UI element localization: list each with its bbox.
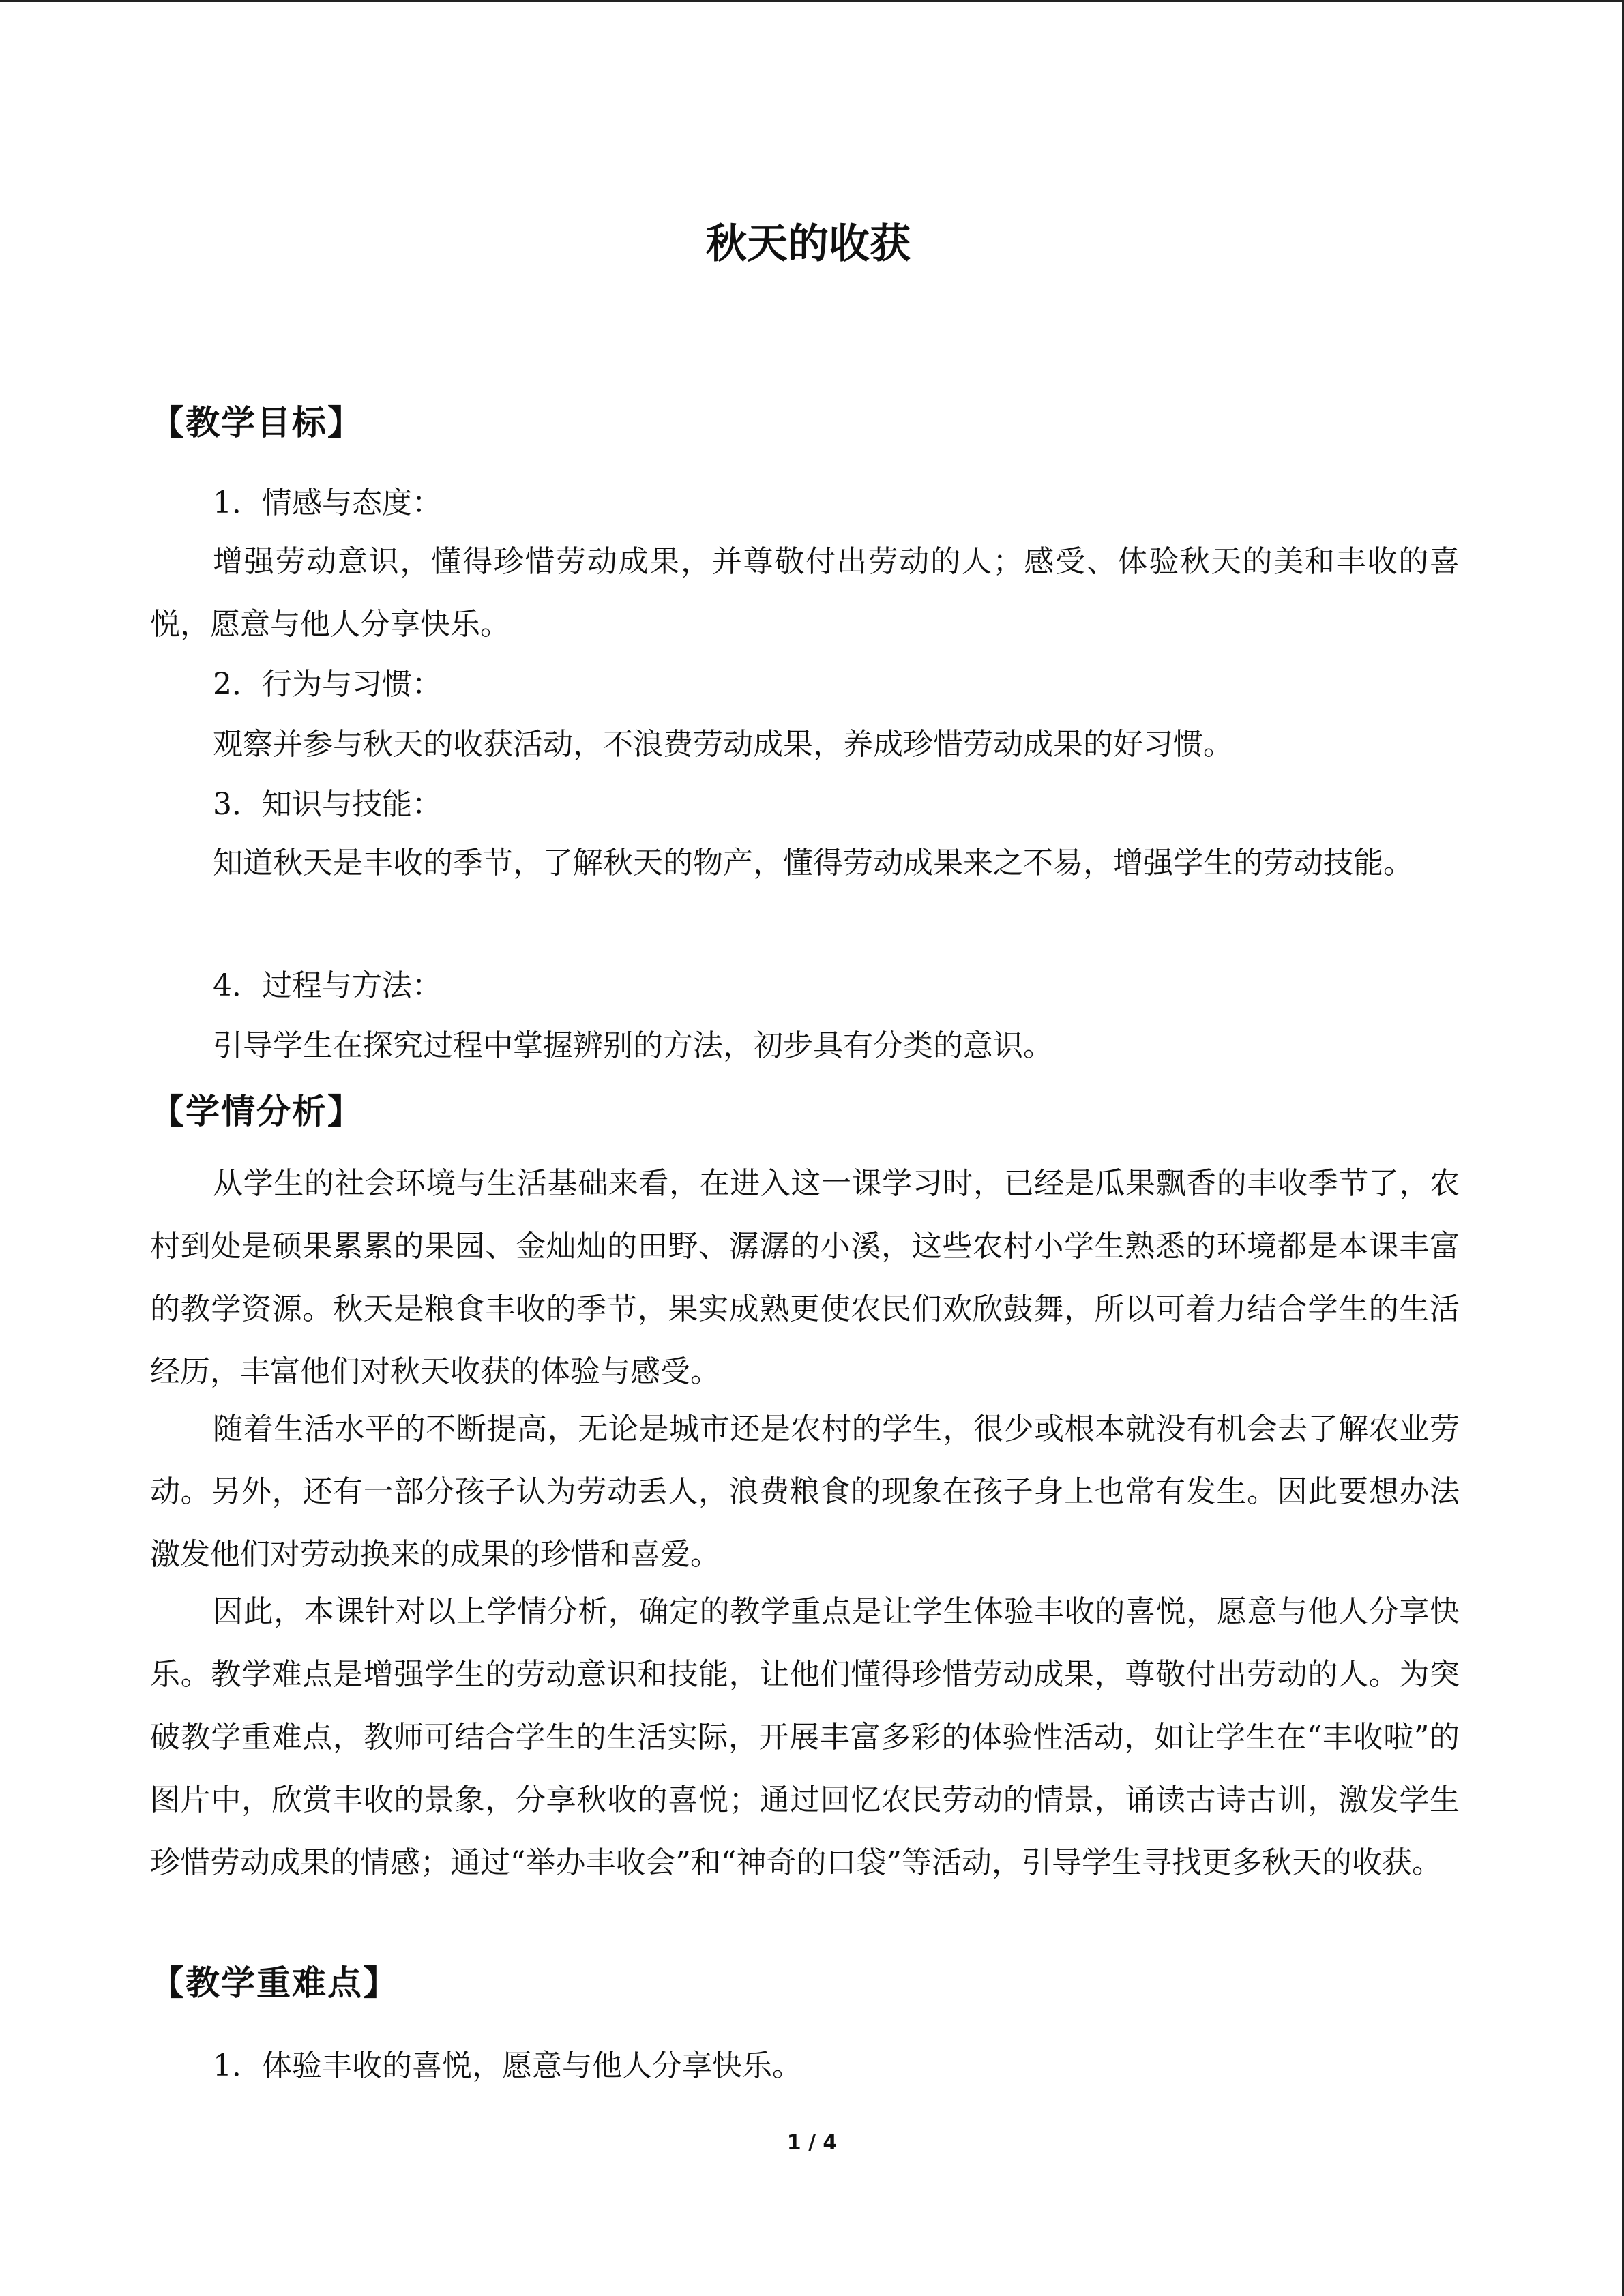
goal-item-1-text: 增强劳动意识，懂得珍惜劳动成果，并尊敬付出劳动的人；感受、体验秋天的美和丰收的喜悦，愿意与他人分享快乐。 [150, 544, 1460, 642]
goal-item-1-label: 1．情感与态度： [213, 486, 442, 520]
section-heading-goals: 【教学目标】 [150, 403, 363, 443]
key-point-item-1: 1．体验丰收的喜悦，愿意与他人分享快乐。 [213, 2048, 802, 2083]
section-heading-analysis: 【学情分析】 [150, 1092, 363, 1131]
goal-item-2-text: 观察并参与秋天的收获活动，不浪费劳动成果，养成珍惜劳动成果的好习惯。 [213, 727, 1233, 762]
document-title: 秋天的收获 [706, 220, 911, 268]
goal-item-2-label: 2．行为与习惯： [213, 667, 442, 702]
section-heading-key-points: 【教学重难点】 [150, 1963, 398, 2003]
goal-item-4-label: 4．过程与方法： [213, 968, 442, 1003]
analysis-paragraph-1: 从学生的社会环境与生活基础来看，在进入这一课学习时，已经是瓜果飘香的丰收季节了，农村到处是硕果累累的果园、金灿灿的田野、潺潺的小溪，这些农村小学生熟悉的环境都是本课丰富的教学资源。秋天是粮食丰收的季节，果实成熟更使农民们欢欣鼓舞，所以可着力结合学生的生活经历，丰富他们对秋天收获的体验与感受。 [150, 1166, 1460, 1389]
goal-item-3-label: 3．知识与技能： [213, 787, 442, 822]
goal-item-3-text: 知道秋天是丰收的季节，了解秋天的物产，懂得劳动成果来之不易，增强学生的劳动技能。 [213, 846, 1413, 880]
page-top-border [0, 0, 1624, 2]
analysis-paragraph-2: 随着生活水平的不断提高，无论是城市还是农村的学生，很少或根本就没有机会去了解农业劳动。另外，还有一部分孩子认为劳动丢人，浪费粮食的现象在孩子身上也常有发生。因此要想办法激发他们对劳动换来的成果的珍惜和喜爱。 [150, 1412, 1460, 1572]
goal-item-4-text: 引导学生在探究过程中掌握辨别的方法，初步具有分类的意识。 [213, 1028, 1053, 1063]
page-number: 1 / 4 [786, 2131, 838, 2155]
analysis-paragraph-3: 因此，本课针对以上学情分析，确定的教学重点是让学生体验丰收的喜悦，愿意与他人分享快乐。教学难点是增强学生的劳动意识和技能，让他们懂得珍惜劳动成果，尊敬付出劳动的人。为突破教学重难点，教师可结合学生的生活实际，开展丰富多彩的体验性活动，如让学生在“丰收啦”的图片中，欣赏丰收的景象，分享秋收的喜悦；通过回忆农民劳动的情景，诵读古诗古训，激发学生珍惜劳动成果的情感；通过“举办丰收会”和“神奇的口袋”等活动，引导学生寻找更多秋天的收获。 [150, 1594, 1460, 1880]
